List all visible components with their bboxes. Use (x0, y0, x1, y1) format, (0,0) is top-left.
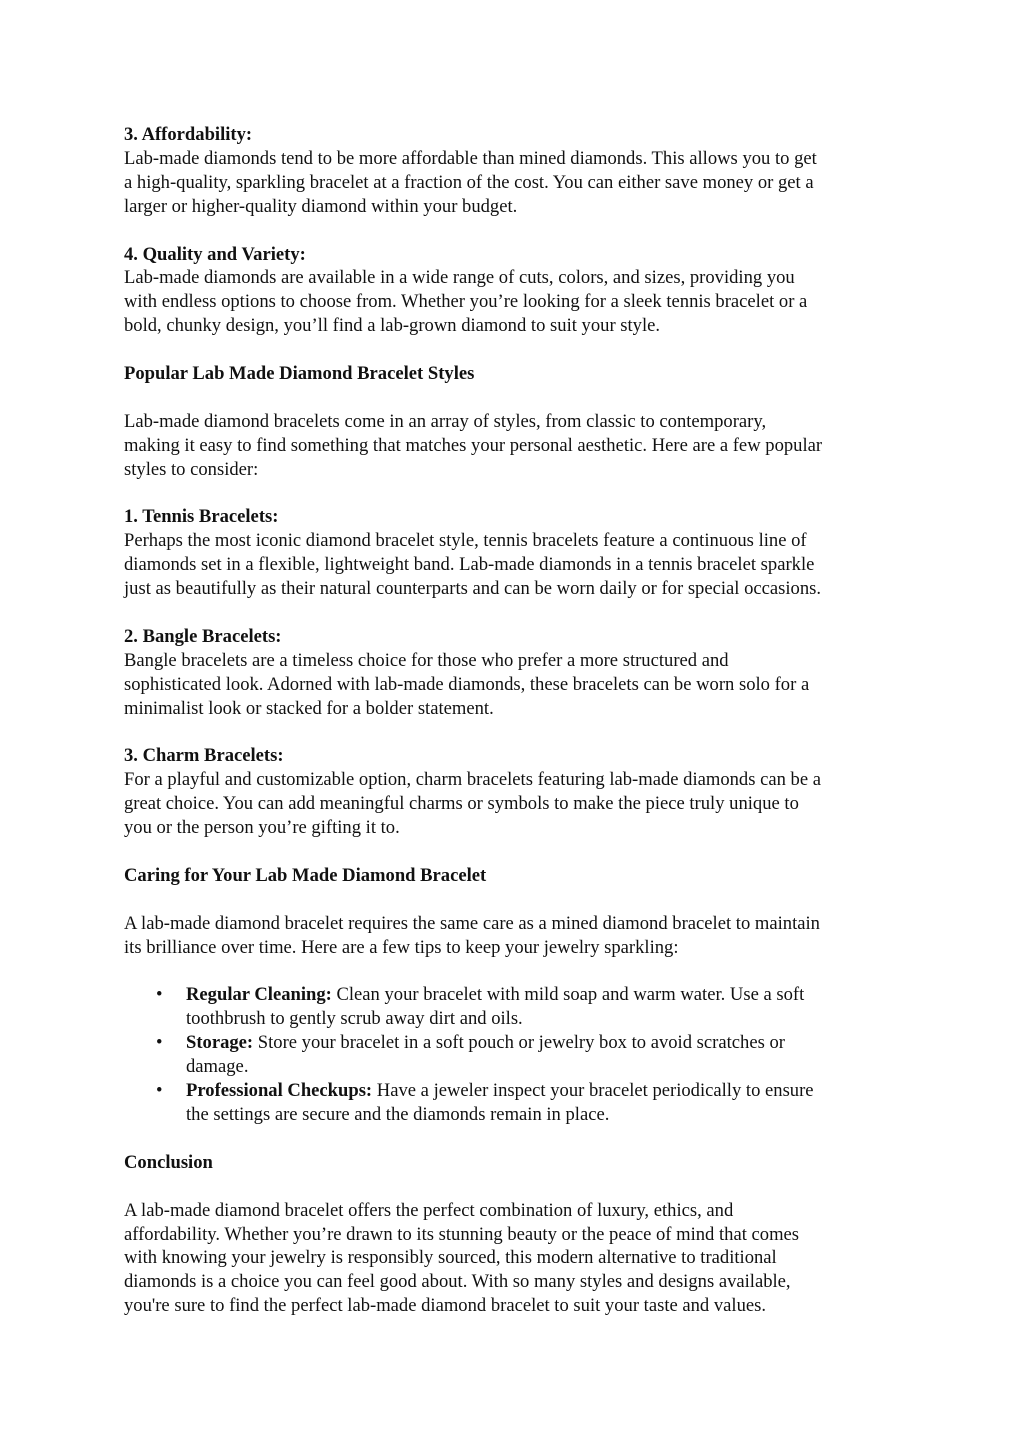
text-line: bold, chunky design, you’ll find a lab-grown diamond to suit your style. (124, 315, 661, 337)
tip-text-continued: toothbrush to gently scrub away dirt and oils. (186, 1008, 523, 1030)
tip-label: Storage: (186, 1032, 254, 1054)
text-line: A lab-made diamond bracelet requires the same care as a mined diamond bracelet to maintain (124, 912, 820, 934)
list-item (124, 983, 904, 1031)
text-line: Lab-made diamond bracelets come in an array of styles, from classic to contemporary, (124, 410, 767, 432)
list-item (124, 1031, 904, 1079)
text-line: you're sure to find the perfect lab-made diamond bracelet to suit your taste and values. (124, 1295, 767, 1317)
tip-text: Store your bracelet in a soft pouch or jewelry box to avoid scratches or (253, 1032, 785, 1054)
text-line: diamonds is a choice you can feel good about. With so many styles and designs available, (124, 1271, 791, 1293)
bullet-icon: • (156, 1080, 163, 1102)
text-line: making it easy to find something that matches your personal aesthetic. Here are a few popular (124, 434, 823, 456)
tip-label: Professional Checkups: (186, 1080, 373, 1102)
list-item (124, 1079, 904, 1127)
heading-affordability: 3. Affordability: (124, 124, 253, 145)
paragraph-bangle (124, 649, 904, 721)
heading-popular-styles: Popular Lab Made Diamond Bracelet Styles (124, 363, 475, 385)
text-line: larger or higher-quality diamond within your budget. (124, 195, 518, 217)
text-line: Lab-made diamonds are available in a wide range of cuts, colors, and sizes, providing you (124, 267, 795, 289)
text-line: just as beautifully as their natural counterparts and can be worn daily or for special occasions. (124, 578, 822, 600)
text-line: Lab-made diamonds tend to be more affordable than mined diamonds. This allows you to get (124, 147, 817, 169)
text-line: styles to consider: (124, 458, 259, 480)
heading-quality: 4. Quality and Variety: (124, 243, 306, 265)
paragraph-caring-intro (124, 912, 904, 960)
tip-text: Clean your bracelet with mild soap and warm water. Use a soft (331, 984, 805, 1006)
text-line: its brilliance over time. Here are a few tips to keep your jewelry sparkling: (124, 936, 679, 958)
document-page (124, 123, 904, 1318)
text-line: sophisticated look. Adorned with lab-made diamonds, these bracelets can be worn solo for a (124, 673, 810, 695)
section-charm (124, 744, 904, 840)
text-line: diamonds set in a flexible, lightweight band. Lab-made diamonds in a tennis bracelet sparkle (124, 554, 815, 576)
bullet-icon: • (156, 1032, 163, 1054)
heading-charm: 3. Charm Bracelets: (124, 745, 284, 767)
text-line: For a playful and customizable option, charm bracelets featuring lab-made diamonds can be a (124, 769, 822, 791)
paragraph-tennis (124, 529, 904, 601)
text-line: affordability. Whether you’re drawn to its stunning beauty or the peace of mind that comes (124, 1223, 800, 1245)
paragraph-quality (124, 266, 904, 338)
paragraph-popular-intro (124, 410, 904, 482)
text-line: with endless options to choose from. Whether you’re looking for a sleek tennis bracelet or a (124, 291, 808, 313)
section-affordability (124, 123, 904, 219)
text-line: with knowing your jewelry is responsibly sourced, this modern alternative to traditional (124, 1247, 777, 1269)
heading-caring: Caring for Your Lab Made Diamond Bracelet (124, 864, 487, 886)
section-quality (124, 243, 904, 339)
tip-text-continued: the settings are secure and the diamonds remain in place. (186, 1104, 610, 1126)
heading-tennis: 1. Tennis Bracelets: (124, 506, 279, 528)
tip-text-continued: damage. (186, 1056, 249, 1078)
text-line: minimalist look or stacked for a bolder statement. (124, 697, 494, 719)
text-line: Perhaps the most iconic diamond bracelet style, tennis bracelets feature a continuous line of (124, 530, 807, 552)
paragraph-affordability (124, 147, 904, 219)
tip-text: Have a jeweler inspect your bracelet periodically to ensure (372, 1080, 814, 1102)
heading-bangle: 2. Bangle Bracelets: (124, 625, 282, 647)
heading-conclusion: Conclusion (124, 1151, 213, 1173)
paragraph-conclusion (124, 1199, 904, 1319)
tip-label: Regular Cleaning: (186, 984, 332, 1006)
text-line: Bangle bracelets are a timeless choice for those who prefer a more structured and (124, 649, 729, 671)
text-line: A lab-made diamond bracelet offers the perfect combination of luxury, ethics, and (124, 1199, 734, 1221)
section-tennis (124, 505, 904, 601)
text-line: great choice. You can add meaningful charms or symbols to make the piece truly unique to (124, 793, 799, 815)
text-line: you or the person you’re gifting it to. (124, 817, 400, 839)
text-line: a high-quality, sparkling bracelet at a fraction of the cost. You can either save money or get a (124, 171, 814, 193)
paragraph-charm (124, 768, 904, 840)
section-bangle (124, 625, 904, 721)
bullet-icon: • (156, 984, 163, 1006)
care-tips-list (124, 983, 904, 1126)
